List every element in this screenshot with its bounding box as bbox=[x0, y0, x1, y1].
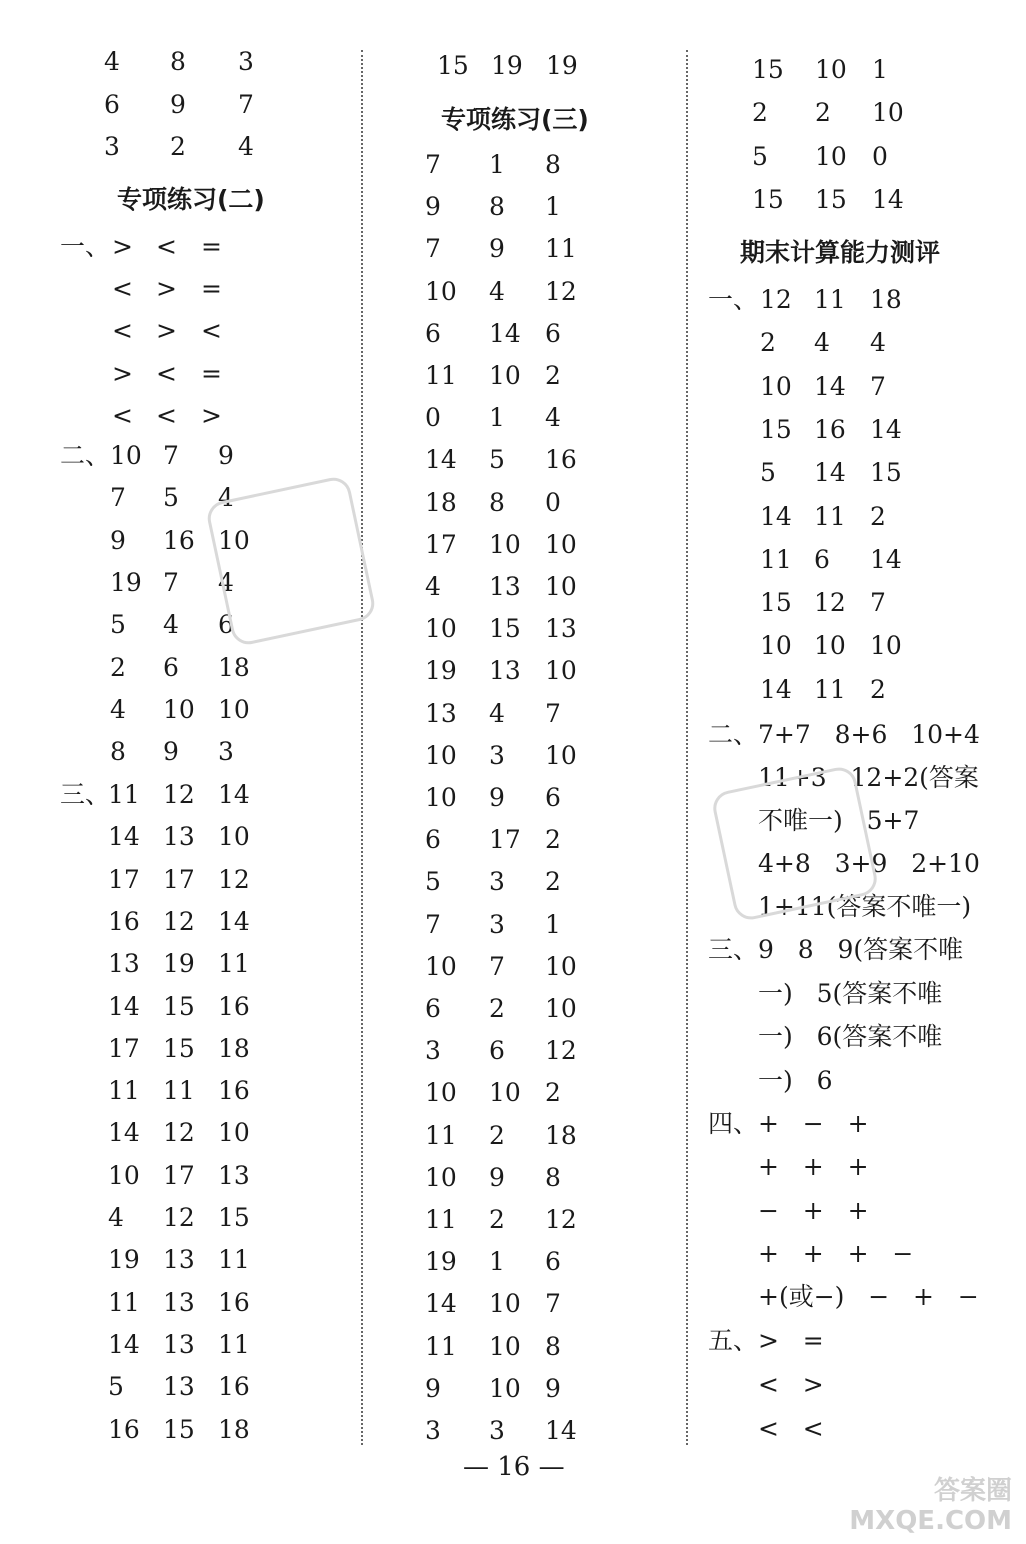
answer-cell: 12 bbox=[163, 780, 195, 809]
answer-cell: 10 bbox=[489, 1289, 521, 1319]
answer-cell: 8 bbox=[170, 47, 186, 76]
answer-cell: 11 bbox=[814, 285, 846, 314]
answer-cell: 9 bbox=[545, 1373, 561, 1403]
answer-cell: 5 bbox=[760, 458, 776, 488]
answer-cell: 15 bbox=[218, 1203, 250, 1232]
answer-cell: 6 bbox=[104, 89, 120, 119]
answer-cell: 10 bbox=[815, 55, 847, 84]
answer-cell: 2 bbox=[489, 1205, 505, 1234]
answer-cell: 13 bbox=[163, 1245, 195, 1275]
section-label: 三、 bbox=[708, 935, 759, 964]
answer-cell: 6 bbox=[545, 1247, 561, 1277]
answer-cell: 16 bbox=[108, 1414, 140, 1444]
answer-cell: 19 bbox=[425, 1247, 457, 1277]
answer-cell: 11 bbox=[814, 674, 846, 704]
answer-cell: 10 bbox=[872, 98, 904, 128]
column-divider-1 bbox=[361, 50, 363, 1445]
answer-cell: 3 bbox=[489, 909, 505, 939]
answer-cell: 6 bbox=[218, 610, 234, 640]
answer-cell: 15 bbox=[752, 184, 784, 214]
answer-cell: 17 bbox=[163, 1160, 195, 1190]
answer-cell: 10 bbox=[425, 614, 457, 644]
answer-cell: < bbox=[112, 316, 133, 346]
answer-cell: 15 bbox=[163, 1033, 195, 1063]
answer-cell: 2 bbox=[815, 98, 831, 128]
answer-cell: 10 bbox=[545, 740, 577, 770]
answer-cell: 2 bbox=[489, 994, 505, 1023]
answer-cell: 15 bbox=[489, 614, 521, 644]
section-title: 专项练习(二) bbox=[117, 185, 265, 214]
answer-cell: 17 bbox=[108, 1033, 140, 1063]
answer-cell: 10 bbox=[218, 525, 250, 555]
answer-cell: 12 bbox=[163, 906, 195, 936]
answer-line: 4+8 3+9 2+10 bbox=[758, 849, 980, 878]
answer-line: > = bbox=[758, 1326, 824, 1355]
answer-cell: 4 bbox=[108, 1203, 124, 1232]
column-divider-2 bbox=[686, 50, 688, 1445]
answer-line: 一) 5(答案不唯 bbox=[758, 978, 943, 1008]
answer-cell: 11 bbox=[108, 1287, 140, 1317]
answer-cell: 13 bbox=[108, 949, 140, 979]
answer-cell: 7 bbox=[489, 951, 505, 981]
section-label: 四、 bbox=[708, 1109, 759, 1138]
answer-cell: 16 bbox=[218, 1287, 250, 1317]
answer-cell: > bbox=[201, 400, 222, 430]
answer-cell: 5 bbox=[163, 483, 179, 513]
answer-cell: 14 bbox=[760, 674, 792, 704]
watermark-stamp-1 bbox=[204, 474, 377, 647]
answer-line: 不唯一) 5+7 bbox=[758, 806, 920, 835]
answer-cell: 1 bbox=[489, 403, 505, 433]
answer-cell: 6 bbox=[163, 652, 179, 682]
answer-cell: 12 bbox=[545, 1036, 577, 1066]
answer-cell: 9 bbox=[170, 89, 186, 119]
answer-cell: 8 bbox=[110, 737, 126, 767]
answer-cell: 15 bbox=[760, 588, 792, 618]
answer-cell: 10 bbox=[760, 371, 792, 401]
answer-cell: 14 bbox=[108, 822, 140, 852]
answer-cell: < bbox=[112, 274, 133, 304]
answer-cell: 7 bbox=[110, 483, 126, 513]
answer-cell: 4 bbox=[104, 47, 120, 76]
answer-line: 一) 6(答案不唯 bbox=[758, 1022, 943, 1052]
answer-cell: 19 bbox=[108, 1245, 140, 1275]
answer-cell: 11 bbox=[545, 234, 577, 264]
answer-cell: 15 bbox=[437, 51, 469, 80]
answer-cell: 9 bbox=[489, 234, 505, 264]
answer-cell: 14 bbox=[489, 318, 521, 348]
answer-cell: 7 bbox=[425, 909, 441, 939]
answer-cell: 2 bbox=[752, 98, 768, 128]
answer-cell: 10 bbox=[545, 656, 577, 686]
answer-cell: 9 bbox=[489, 1162, 505, 1192]
answer-cell: 17 bbox=[108, 864, 140, 894]
answer-cell: 16 bbox=[218, 1076, 250, 1106]
section-label: 三、 bbox=[60, 780, 111, 809]
answer-cell: 15 bbox=[815, 184, 847, 214]
answer-cell: 15 bbox=[163, 1414, 195, 1444]
answer-cell: 0 bbox=[872, 141, 888, 171]
answer-cell: 10 bbox=[814, 631, 846, 661]
answer-cell: 10 bbox=[870, 631, 902, 661]
answer-cell: 9 bbox=[110, 525, 126, 555]
answer-cell: 6 bbox=[545, 783, 561, 812]
answer-cell: 11 bbox=[425, 1205, 457, 1234]
answer-cell: 6 bbox=[425, 825, 441, 855]
answer-cell: 12 bbox=[218, 864, 250, 894]
answer-cell: 0 bbox=[425, 403, 441, 433]
answer-cell: 14 bbox=[218, 780, 250, 809]
answer-cell: 5 bbox=[108, 1372, 124, 1402]
answer-cell: 18 bbox=[218, 652, 250, 682]
answer-line: 9 8 9(答案不唯 bbox=[758, 935, 964, 964]
answer-line: +(或−) − + − bbox=[758, 1282, 979, 1312]
answer-cell: 14 bbox=[425, 1289, 457, 1319]
answer-cell: 10 bbox=[489, 1078, 521, 1108]
answer-cell: 10 bbox=[425, 951, 457, 981]
answer-line: < > bbox=[758, 1370, 824, 1399]
answer-cell: 19 bbox=[425, 656, 457, 686]
answer-cell: 18 bbox=[545, 1120, 577, 1150]
answer-cell: 4 bbox=[814, 328, 830, 358]
answer-cell: 10 bbox=[218, 694, 250, 724]
answer-line: 7+7 8+6 10+4 bbox=[758, 720, 980, 749]
answer-cell: 14 bbox=[872, 184, 904, 214]
answer-cell: 19 bbox=[163, 949, 195, 979]
answer-cell: 11 bbox=[218, 1329, 250, 1359]
answer-cell: 4 bbox=[163, 610, 179, 640]
answer-cell: 7 bbox=[545, 1289, 561, 1319]
answer-cell: 2 bbox=[870, 674, 886, 704]
section-label: 五、 bbox=[708, 1326, 759, 1355]
answer-cell: 6 bbox=[545, 318, 561, 348]
answer-cell: 4 bbox=[870, 328, 886, 358]
answer-cell: 6 bbox=[489, 1036, 505, 1066]
answer-cell: 10 bbox=[545, 994, 577, 1023]
section-label: 二、 bbox=[60, 441, 111, 470]
answer-cell: 10 bbox=[163, 694, 195, 724]
section-label: 一、 bbox=[60, 232, 111, 261]
answer-cell: 7 bbox=[545, 698, 561, 728]
answer-cell: 10 bbox=[425, 276, 457, 306]
answer-cell: 10 bbox=[815, 141, 847, 171]
section-title: 期末计算能力测评 bbox=[740, 238, 941, 267]
answer-cell: 18 bbox=[425, 487, 457, 517]
answer-cell: 10 bbox=[425, 1162, 457, 1192]
answer-cell: 1 bbox=[489, 1247, 505, 1277]
answer-cell: 1 bbox=[545, 192, 561, 222]
answer-cell: 3 bbox=[104, 132, 120, 161]
answer-cell: 10 bbox=[218, 1118, 250, 1148]
answer-cell: 16 bbox=[814, 414, 846, 444]
answer-cell: 4 bbox=[218, 567, 234, 597]
answer-cell: 14 bbox=[814, 458, 846, 488]
answer-cell: 13 bbox=[163, 1287, 195, 1317]
answer-cell: 1 bbox=[489, 150, 505, 179]
answer-cell: 7 bbox=[870, 588, 886, 618]
answer-cell: 7 bbox=[870, 371, 886, 401]
answer-cell: 2 bbox=[110, 652, 126, 682]
answer-cell: 14 bbox=[218, 906, 250, 936]
answer-cell: 8 bbox=[545, 1331, 561, 1361]
answer-line: − + + bbox=[758, 1195, 869, 1225]
answer-cell: < bbox=[156, 400, 177, 430]
answer-cell: 11 bbox=[163, 1076, 195, 1106]
answer-cell: 10 bbox=[218, 822, 250, 852]
answer-cell: 11 bbox=[760, 544, 792, 574]
answer-line: 一) 6 bbox=[758, 1066, 833, 1096]
answer-cell: 13 bbox=[545, 614, 577, 644]
answer-cell: 10 bbox=[489, 1373, 521, 1403]
answer-cell: 6 bbox=[814, 544, 830, 574]
answer-cell: 7 bbox=[163, 441, 179, 470]
section-title: 专项练习(三) bbox=[441, 105, 589, 134]
answer-cell: 10 bbox=[489, 529, 521, 559]
answer-cell: 11 bbox=[218, 1245, 250, 1275]
answer-cell: 7 bbox=[425, 150, 441, 179]
answer-cell: 14 bbox=[870, 544, 902, 574]
answer-cell: 15 bbox=[870, 458, 902, 488]
answer-cell: 2 bbox=[870, 501, 886, 531]
answer-cell: 10 bbox=[108, 1160, 140, 1190]
answer-cell: 10 bbox=[545, 529, 577, 559]
answer-cell: 9 bbox=[425, 1373, 441, 1403]
answer-cell: 16 bbox=[218, 991, 250, 1021]
answer-cell: 5 bbox=[110, 610, 126, 640]
answer-cell: 10 bbox=[425, 783, 457, 812]
answer-cell: 2 bbox=[170, 132, 186, 161]
answer-cell: 18 bbox=[218, 1414, 250, 1444]
answer-cell: 14 bbox=[108, 1118, 140, 1148]
answer-cell: 3 bbox=[425, 1416, 441, 1445]
answer-cell: 14 bbox=[870, 414, 902, 444]
answer-cell: 3 bbox=[218, 737, 234, 767]
answer-cell: 4 bbox=[425, 572, 441, 601]
answer-cell: 11 bbox=[814, 501, 846, 531]
answer-cell: 10 bbox=[545, 572, 577, 601]
answer-cell: 7 bbox=[425, 234, 441, 264]
answer-cell: 5 bbox=[752, 141, 768, 171]
corner-watermark: 答案圈 MXQE.COM bbox=[849, 1476, 1012, 1536]
answer-cell: 19 bbox=[110, 567, 142, 597]
answer-cell: 14 bbox=[545, 1416, 577, 1445]
answer-cell: 13 bbox=[163, 822, 195, 852]
answer-cell: 9 bbox=[489, 783, 505, 812]
answer-line: < < bbox=[758, 1414, 824, 1443]
answer-cell: 10 bbox=[425, 1078, 457, 1108]
answer-cell: 14 bbox=[108, 991, 140, 1021]
answer-cell: 13 bbox=[163, 1372, 195, 1402]
section-label: 一、 bbox=[708, 285, 759, 314]
answer-cell: 12 bbox=[814, 588, 846, 618]
answer-cell: > bbox=[156, 274, 177, 304]
answer-cell: 12 bbox=[760, 285, 792, 314]
answer-cell: 17 bbox=[489, 825, 521, 855]
answer-cell: 3 bbox=[489, 867, 505, 897]
answer-cell: 4 bbox=[489, 276, 505, 306]
section-label: 二、 bbox=[708, 720, 759, 749]
answer-cell: 16 bbox=[545, 445, 577, 475]
answer-cell: 10 bbox=[110, 441, 142, 470]
answer-cell: 4 bbox=[110, 694, 126, 724]
answer-cell: 17 bbox=[425, 529, 457, 559]
answer-line: + + + − bbox=[758, 1238, 914, 1268]
answer-cell: 9 bbox=[218, 441, 234, 470]
answer-cell: 18 bbox=[218, 1033, 250, 1063]
answer-cell: 8 bbox=[489, 192, 505, 222]
answer-cell: 0 bbox=[545, 487, 561, 517]
answer-cell: 11 bbox=[425, 361, 457, 390]
answer-cell: 9 bbox=[425, 192, 441, 222]
answer-cell: > bbox=[156, 316, 177, 346]
answer-cell: 10 bbox=[489, 1331, 521, 1361]
answer-cell: 10 bbox=[425, 740, 457, 770]
answer-cell: 11 bbox=[108, 780, 140, 809]
answer-cell: 10 bbox=[545, 951, 577, 981]
answer-cell: 1 bbox=[545, 909, 561, 939]
answer-cell: 4 bbox=[489, 698, 505, 728]
answer-cell: 19 bbox=[491, 51, 523, 80]
answer-cell: 8 bbox=[489, 487, 505, 517]
answer-line: 11+3 12+2(答案 bbox=[758, 763, 979, 792]
answer-cell: 11 bbox=[425, 1331, 457, 1361]
answer-cell: < bbox=[112, 400, 133, 430]
answer-cell: 14 bbox=[108, 1329, 140, 1359]
answer-cell: 5 bbox=[425, 867, 441, 897]
page-number: — 16 — bbox=[463, 1452, 565, 1482]
answer-cell: 11 bbox=[425, 1120, 457, 1150]
answer-cell: 10 bbox=[760, 631, 792, 661]
answer-cell: 8 bbox=[545, 150, 561, 179]
answer-cell: 16 bbox=[108, 906, 140, 936]
answer-cell: 12 bbox=[163, 1203, 195, 1232]
answer-cell: 15 bbox=[163, 991, 195, 1021]
answer-cell: 13 bbox=[489, 656, 521, 686]
answer-cell: 17 bbox=[163, 864, 195, 894]
answer-cell: 4 bbox=[238, 132, 254, 161]
answer-cell: 5 bbox=[489, 445, 505, 475]
answer-cell: 7 bbox=[163, 567, 179, 597]
answer-cell: 1 bbox=[872, 55, 888, 84]
answer-cell: 14 bbox=[814, 371, 846, 401]
answer-cell: 2 bbox=[545, 825, 561, 855]
answer-cell: = bbox=[201, 232, 222, 261]
answer-cell: 6 bbox=[425, 318, 441, 348]
answer-cell: 2 bbox=[545, 867, 561, 897]
answer-cell: 16 bbox=[218, 1372, 250, 1402]
answer-cell: = bbox=[201, 274, 222, 304]
answer-cell: < bbox=[156, 232, 177, 261]
answer-cell: = bbox=[201, 358, 222, 388]
answer-cell: 4 bbox=[218, 483, 234, 513]
answer-cell: 7 bbox=[238, 89, 254, 119]
answer-cell: 9 bbox=[163, 737, 179, 767]
answer-cell: 14 bbox=[425, 445, 457, 475]
answer-cell: 4 bbox=[545, 403, 561, 433]
answer-cell: 12 bbox=[163, 1118, 195, 1148]
answer-cell: 10 bbox=[489, 361, 521, 390]
answer-line: 1+11(答案不唯一) bbox=[758, 892, 972, 921]
answer-cell: 3 bbox=[425, 1036, 441, 1066]
answer-cell: 6 bbox=[425, 994, 441, 1023]
answer-cell: 8 bbox=[545, 1162, 561, 1192]
answer-cell: > bbox=[112, 358, 133, 388]
answer-line: + + + bbox=[758, 1152, 869, 1182]
answer-cell: < bbox=[156, 358, 177, 388]
answer-cell: 13 bbox=[218, 1160, 250, 1190]
answer-line: + − + bbox=[758, 1109, 869, 1138]
answer-cell: 3 bbox=[489, 740, 505, 770]
answer-cell: 13 bbox=[425, 698, 457, 728]
answer-cell: 3 bbox=[489, 1416, 505, 1445]
answer-cell: 11 bbox=[108, 1076, 140, 1106]
answer-cell: 15 bbox=[752, 55, 784, 84]
answer-cell: 19 bbox=[546, 51, 578, 80]
answer-cell: 16 bbox=[163, 525, 195, 555]
answer-cell: 12 bbox=[545, 276, 577, 306]
answer-cell: 13 bbox=[163, 1329, 195, 1359]
answer-cell: 2 bbox=[760, 328, 776, 358]
answer-cell: 14 bbox=[760, 501, 792, 531]
answer-cell: < bbox=[201, 316, 222, 346]
answer-cell: 15 bbox=[760, 414, 792, 444]
answer-cell: 11 bbox=[218, 949, 250, 979]
answer-cell: 12 bbox=[545, 1205, 577, 1234]
answer-cell: > bbox=[112, 232, 133, 261]
answer-cell: 2 bbox=[545, 361, 561, 390]
answer-cell: 2 bbox=[489, 1120, 505, 1150]
answer-cell: 18 bbox=[870, 285, 902, 314]
answer-cell: 3 bbox=[238, 47, 254, 76]
answer-cell: 13 bbox=[489, 572, 521, 601]
answer-cell: 2 bbox=[545, 1078, 561, 1108]
